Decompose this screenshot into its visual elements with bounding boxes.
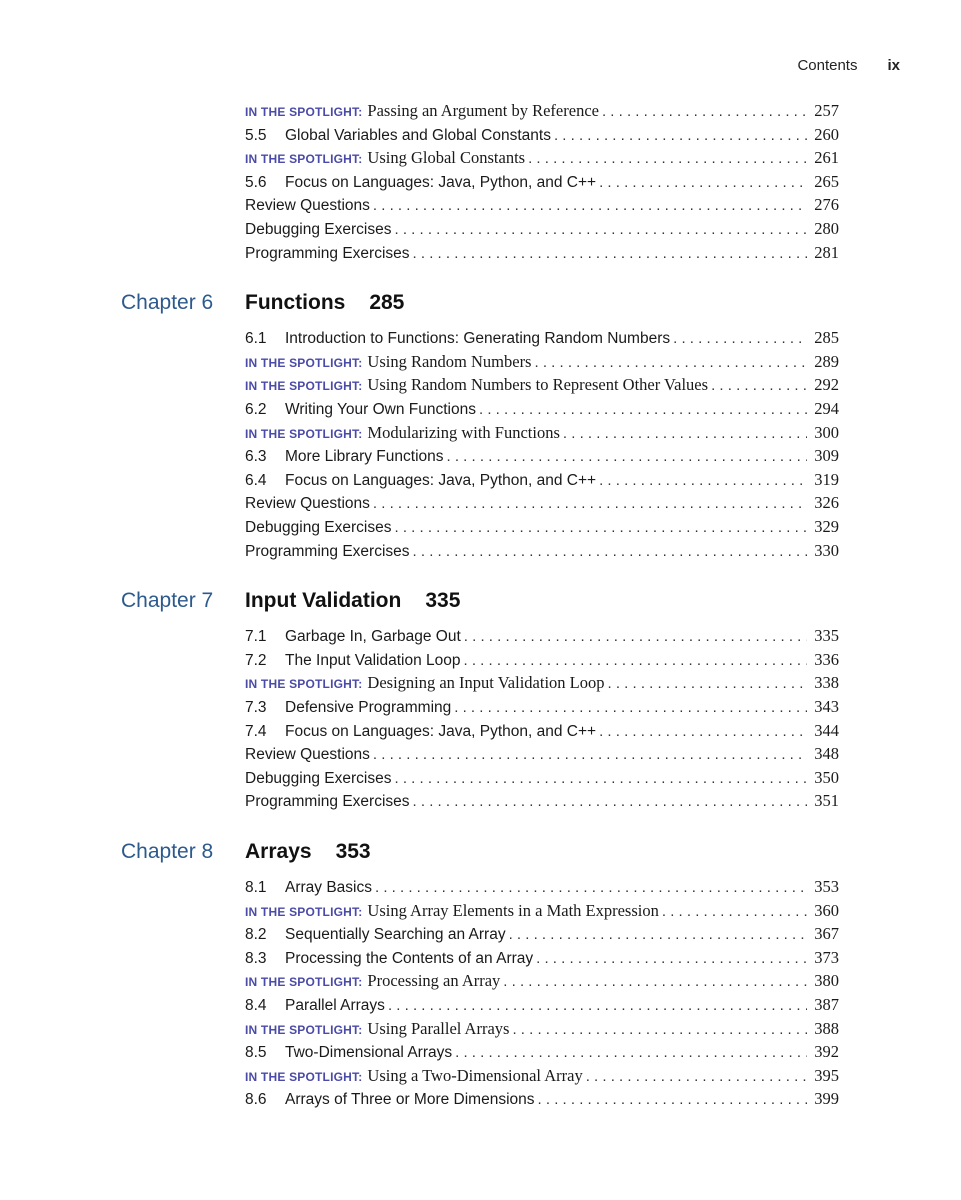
entry-title: Passing an Argument by Reference	[367, 101, 599, 120]
chapter-heading	[121, 840, 371, 870]
entry-page-number: 373	[814, 947, 839, 967]
entry-title: Using Array Elements in a Math Expression	[367, 900, 659, 920]
spotlight-label: IN THE SPOTLIGHT:	[245, 152, 363, 167]
section-entry	[245, 398, 839, 420]
section-number: 7.1	[245, 628, 267, 646]
entry-title: More Library Functions	[285, 448, 444, 466]
entry-page-number: 276	[814, 195, 839, 215]
chapter-page-number: 285	[369, 291, 405, 315]
entry-page-number: 338	[814, 673, 839, 693]
spotlight-label: IN THE SPOTLIGHT:	[245, 975, 363, 990]
entry-page-number: 360	[814, 900, 839, 920]
dot-leader	[554, 125, 807, 147]
dot-leader	[512, 1019, 807, 1041]
dot-leader	[599, 721, 807, 743]
section-entry	[245, 445, 839, 467]
dot-leader	[454, 697, 807, 719]
spotlight-label: IN THE SPOTLIGHT:	[245, 105, 363, 119]
chapter-title: Input Validation	[245, 589, 402, 613]
toc-entry	[245, 218, 839, 240]
chapter-title: Arrays	[245, 840, 312, 863]
entry-page-number: 309	[814, 446, 839, 466]
section-number: 6.1	[245, 330, 267, 348]
toc-entry	[245, 194, 839, 216]
toc-entry	[245, 767, 839, 789]
entry-title: Programming Exercises	[245, 542, 410, 560]
section-number: 8.2	[245, 926, 267, 944]
entry-title: Review Questions	[245, 495, 370, 513]
entry-title: Programming Exercises	[245, 793, 410, 811]
entry-title: Focus on Languages: Java, Python, and C++	[285, 173, 597, 191]
spotlight-label: IN THE SPOTLIGHT:	[245, 355, 363, 370]
toc-entry	[245, 540, 839, 562]
dot-leader	[479, 399, 807, 421]
dot-leader	[662, 901, 807, 923]
chapter-label: Chapter 8	[121, 840, 214, 863]
dot-leader	[455, 1042, 807, 1064]
dot-leader	[503, 971, 807, 993]
spotlight-entry	[245, 970, 839, 992]
entry-page-number: 292	[814, 375, 839, 395]
entry-page-number: 395	[814, 1065, 839, 1085]
spotlight-entry	[245, 900, 839, 922]
entry-page-number: 326	[814, 493, 839, 513]
entry-page-number: 281	[814, 242, 839, 262]
section-number: 8.1	[245, 879, 267, 896]
toc-entry	[245, 743, 839, 765]
section-number: 6.4	[245, 471, 267, 489]
entry-title: Using Random Numbers	[367, 351, 532, 371]
entry-page-number: 330	[814, 540, 839, 560]
toc-entry	[245, 516, 839, 538]
entry-page-number: 265	[814, 171, 839, 191]
entry-title: Writing Your Own Functions	[285, 401, 476, 418]
dot-leader	[413, 541, 807, 563]
section-entry	[245, 923, 839, 945]
entry-page-number: 335	[814, 626, 839, 646]
entry-title: Focus on Languages: Java, Python, and C++	[285, 471, 597, 489]
dot-leader	[394, 517, 807, 539]
section-number: 7.4	[245, 722, 267, 740]
dot-leader	[534, 352, 807, 374]
chapter-heading	[121, 589, 460, 619]
section-entry	[245, 696, 839, 718]
entry-page-number: 353	[814, 877, 839, 896]
dot-leader	[388, 995, 807, 1017]
entry-page-number: 387	[814, 995, 839, 1014]
entry-page-number: 260	[814, 124, 839, 144]
dot-leader	[599, 172, 807, 194]
toc-entry	[245, 242, 839, 264]
spotlight-entry	[245, 100, 839, 122]
dot-leader	[394, 219, 807, 241]
entry-title: Using a Two-Dimensional Array	[367, 1065, 583, 1085]
spotlight-label: IN THE SPOTLIGHT:	[245, 426, 363, 441]
dot-leader	[373, 195, 807, 217]
entry-title: The Input Validation Loop	[285, 651, 461, 669]
dot-leader	[673, 328, 807, 350]
section-entry	[245, 1088, 839, 1110]
spotlight-label: IN THE SPOTLIGHT:	[245, 1069, 363, 1084]
section-number: 5.6	[245, 173, 267, 191]
dot-leader	[509, 924, 807, 946]
dot-leader	[373, 493, 807, 515]
dot-leader	[375, 877, 807, 899]
spotlight-label: IN THE SPOTLIGHT:	[245, 1022, 363, 1037]
entry-page-number: 257	[814, 101, 839, 120]
dot-leader	[586, 1066, 807, 1088]
running-head-title: Contents	[797, 57, 858, 74]
chapter-label: Chapter 7	[121, 589, 214, 613]
entry-page-number: 392	[814, 1042, 839, 1062]
entry-page-number: 351	[814, 791, 839, 811]
entry-title: Debugging Exercises	[245, 221, 392, 238]
entry-page-number: 367	[814, 924, 839, 944]
dot-leader	[536, 948, 807, 970]
entry-title: Garbage In, Garbage Out	[285, 628, 461, 646]
dot-leader	[413, 791, 807, 813]
spotlight-entry	[245, 351, 839, 373]
entry-title: Review Questions	[245, 746, 370, 764]
entry-page-number: 350	[814, 767, 839, 787]
section-entry	[245, 625, 839, 647]
chapter-heading	[121, 291, 404, 321]
spotlight-entry	[245, 374, 839, 396]
entry-title: Focus on Languages: Java, Python, and C++	[285, 722, 597, 740]
running-head	[797, 57, 900, 74]
entry-title: Global Variables and Global Constants	[285, 126, 551, 144]
section-entry	[245, 1041, 839, 1063]
section-entry	[245, 947, 839, 969]
dot-leader	[563, 423, 807, 445]
entry-title: Using Global Constants	[367, 148, 526, 168]
entry-title: Using Random Numbers to Represent Other Values	[367, 375, 709, 395]
dot-leader	[464, 626, 807, 648]
dot-leader	[599, 470, 807, 492]
entry-title: Defensive Programming	[285, 699, 452, 716]
spotlight-label: IN THE SPOTLIGHT:	[245, 379, 363, 394]
entry-page-number: 300	[814, 422, 839, 442]
section-entry	[245, 994, 839, 1016]
entry-title: Programming Exercises	[245, 244, 410, 262]
dot-leader	[538, 1089, 807, 1111]
entry-page-number: 280	[814, 219, 839, 238]
entry-page-number: 399	[814, 1089, 839, 1109]
dot-leader	[602, 101, 807, 123]
page-number: ix	[887, 57, 900, 74]
section-number: 5.5	[245, 126, 267, 144]
entry-page-number: 348	[814, 744, 839, 764]
entry-title: Debugging Exercises	[245, 769, 392, 787]
section-number: 7.2	[245, 651, 267, 669]
entry-page-number: 289	[814, 351, 839, 371]
entry-title: Sequentially Searching an Array	[285, 926, 506, 944]
dot-leader	[711, 375, 807, 397]
entry-title: Parallel Arrays	[285, 997, 385, 1014]
section-entry	[245, 469, 839, 491]
section-entry	[245, 327, 839, 349]
entry-title: Array Basics	[285, 879, 372, 896]
toc-entry	[245, 492, 839, 514]
entry-page-number: 285	[814, 328, 839, 348]
entry-title: Modularizing with Functions	[367, 422, 560, 442]
entry-title: Processing an Array	[367, 971, 501, 991]
entry-page-number: 319	[814, 469, 839, 489]
dot-leader	[373, 744, 807, 766]
spotlight-label: IN THE SPOTLIGHT:	[245, 677, 363, 692]
section-entry	[245, 124, 839, 146]
dot-leader	[608, 673, 808, 695]
spotlight-entry	[245, 1018, 839, 1040]
section-number: 8.3	[245, 949, 267, 967]
entry-title: Arrays of Three or More Dimensions	[285, 1091, 535, 1109]
spotlight-label: IN THE SPOTLIGHT:	[245, 904, 363, 919]
spotlight-entry	[245, 422, 839, 444]
dot-leader	[447, 446, 807, 468]
chapter-title: Functions	[245, 291, 346, 315]
toc-entry	[245, 790, 839, 812]
dot-leader	[413, 243, 807, 265]
entry-title: Processing the Contents of an Array	[285, 949, 534, 967]
entry-page-number: 344	[814, 720, 839, 740]
section-entry	[245, 649, 839, 671]
entry-page-number: 380	[814, 971, 839, 991]
entry-title: Review Questions	[245, 197, 370, 215]
entry-title: Using Parallel Arrays	[367, 1018, 510, 1038]
dot-leader	[394, 768, 807, 790]
dot-leader	[464, 650, 807, 672]
section-number: 8.6	[245, 1091, 267, 1109]
spotlight-entry	[245, 1065, 839, 1087]
entry-page-number: 388	[814, 1018, 839, 1038]
chapter-page-number: 335	[425, 589, 461, 613]
section-number: 7.3	[245, 699, 267, 716]
section-entry	[245, 171, 839, 193]
entry-page-number: 329	[814, 517, 839, 536]
section-number: 6.3	[245, 448, 267, 466]
entry-page-number: 336	[814, 649, 839, 669]
dot-leader	[528, 148, 807, 170]
entry-page-number: 294	[814, 399, 839, 418]
spotlight-entry	[245, 672, 839, 694]
section-number: 8.5	[245, 1044, 267, 1062]
section-entry	[245, 720, 839, 742]
section-number: 6.2	[245, 401, 267, 418]
entry-page-number: 343	[814, 697, 839, 716]
entry-title: Designing an Input Validation Loop	[367, 673, 605, 693]
entry-page-number: 261	[814, 148, 839, 168]
chapter-label: Chapter 6	[121, 291, 214, 315]
entry-title: Two-Dimensional Arrays	[285, 1044, 453, 1062]
chapter-page-number: 353	[335, 840, 371, 863]
spotlight-entry	[245, 147, 839, 169]
entry-title: Introduction to Functions: Generating Random Numbers	[285, 330, 671, 348]
entry-title: Debugging Exercises	[245, 519, 392, 536]
section-entry	[245, 876, 839, 898]
section-number: 8.4	[245, 997, 267, 1014]
